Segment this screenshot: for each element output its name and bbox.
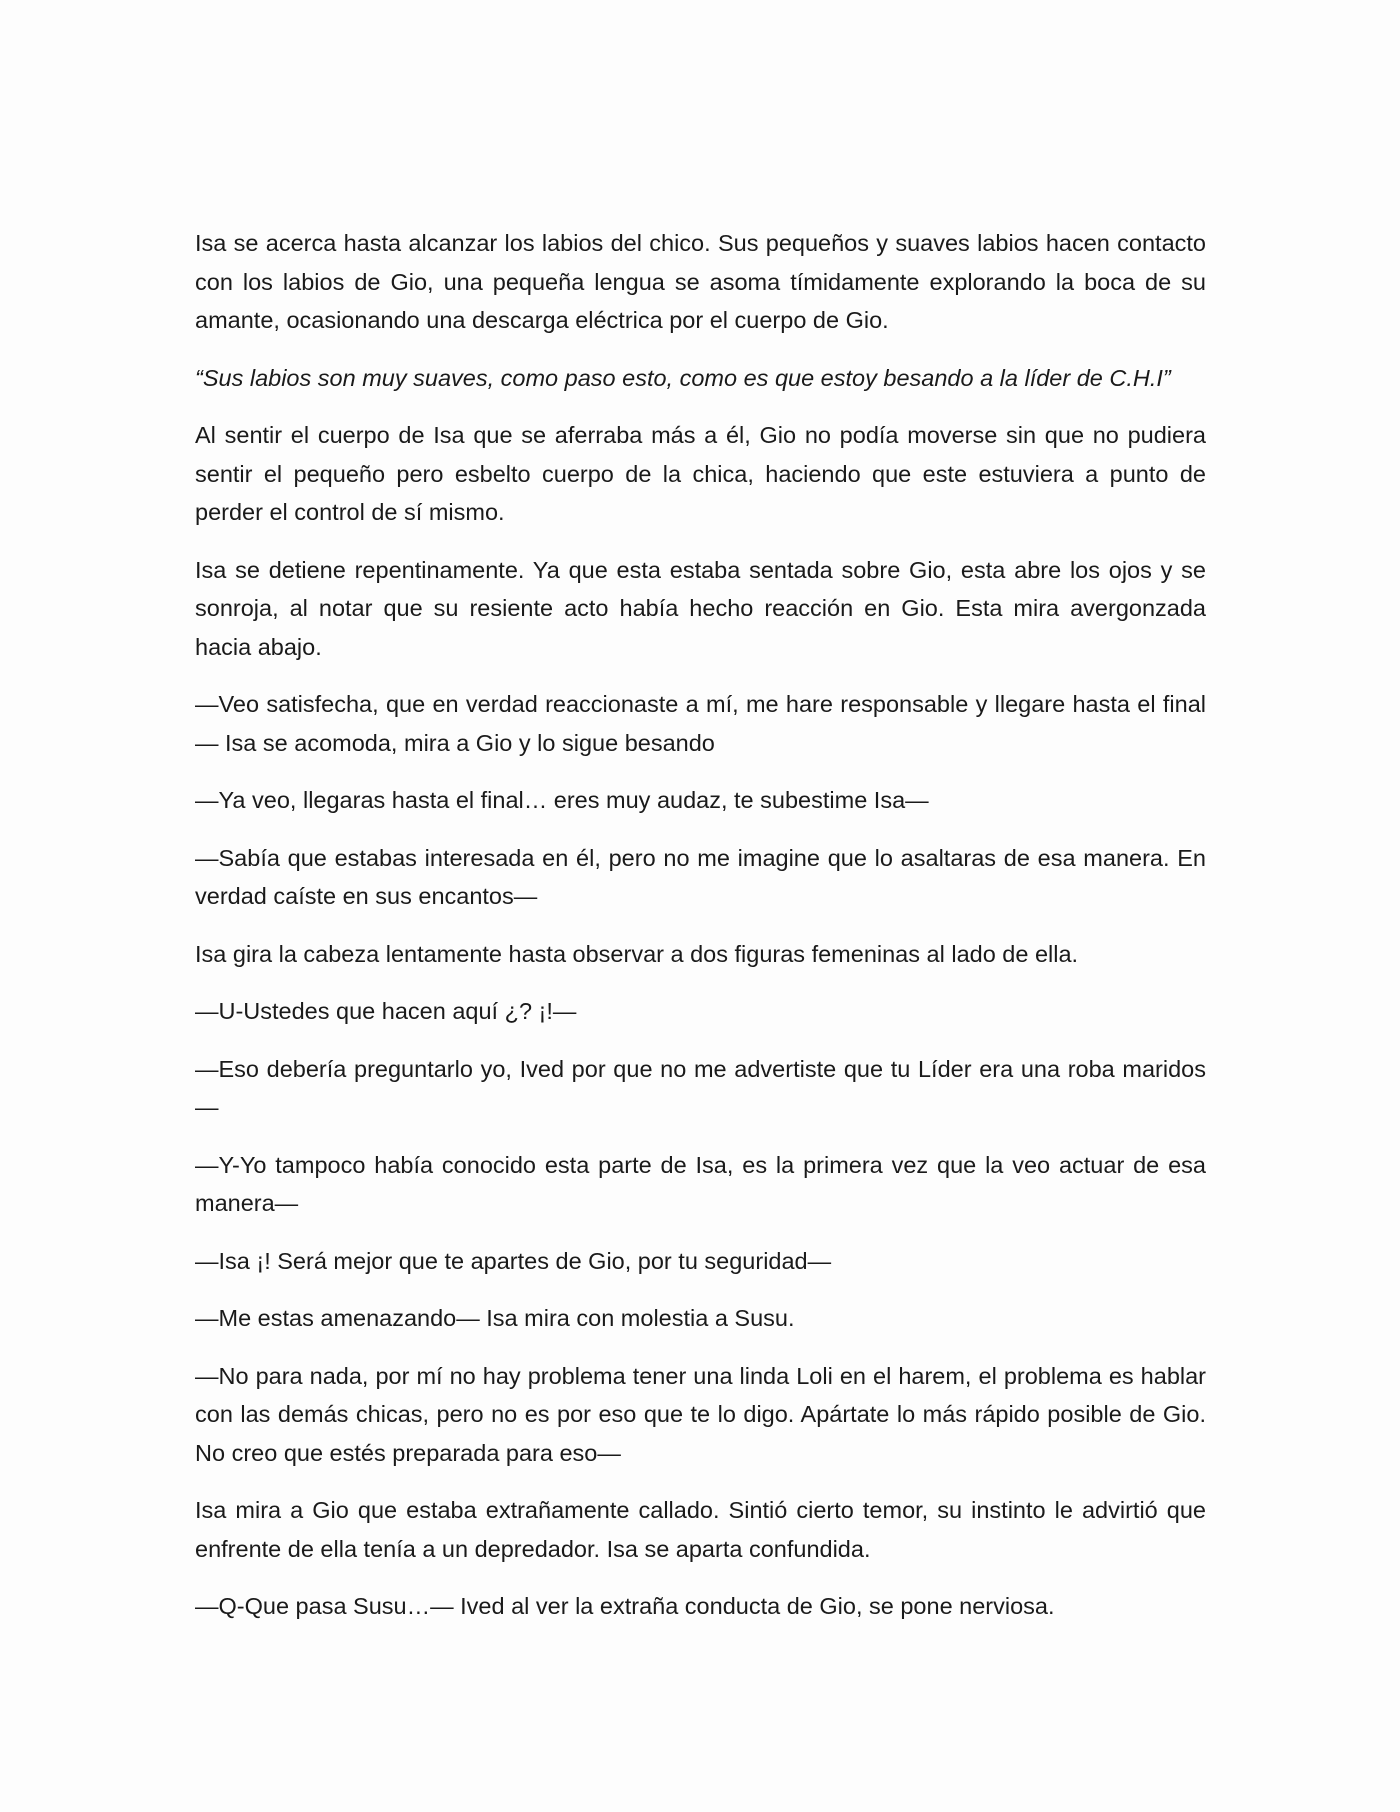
paragraph-3: Al sentir el cuerpo de Isa que se aferraba más a él, Gio no podía moverse sin que no pudiera sentir el pequeño pero esbelto cuerpo de la chica, haciendo que este estuviera a punto de perder el control de sí mismo.	[195, 422, 1206, 525]
body-text	[195, 224, 1206, 1645]
paragraph-7-dialogue: —Sabía que estabas interesada en él, pero no me imagine que lo asaltaras de esa manera. En verdad caíste en sus encantos—	[195, 844, 1206, 909]
paragraph-5-dialogue: —Veo satisfecha, que en verdad reaccionaste a mí, me hare responsable y llegare hasta el final— Isa se acomoda, mira a Gio y lo sigue besando	[195, 691, 1206, 756]
paragraph-15: Isa mira a Gio que estaba extrañamente callado. Sintió cierto temor, su instinto le advirtió que enfrente de ella tenía a un depredador. Isa se aparta confundida.	[195, 1497, 1206, 1562]
paragraph-2-thought: “Sus labios son muy suaves, como paso esto, como es que estoy besando a la líder de C.H.I”	[195, 364, 1171, 391]
paragraph-13-dialogue: —Me estas amenazando— Isa mira con molestia a Susu.	[195, 1305, 795, 1331]
paragraph-11-dialogue: —Y-Yo tampoco había conocido esta parte de Isa, es la primera vez que la veo actuar de esa manera—	[195, 1151, 1206, 1216]
paragraph-12-dialogue: —Isa ¡! Será mejor que te apartes de Gio, por tu seguridad—	[195, 1247, 832, 1274]
paragraph-10-dialogue: —Eso debería preguntarlo yo, Ived por que no me advertiste que tu Líder era una roba maridos—	[195, 1055, 1206, 1120]
paragraph-4: Isa se detiene repentinamente. Ya que esta estaba sentada sobre Gio, esta abre los ojos y se sonroja, al notar que su resiente acto había hecho reacción en Gio. Esta mira avergonzada hacia abajo.	[195, 556, 1206, 660]
paragraph-14-dialogue: —No para nada, por mí no hay problema tener una linda Loli en el harem, el problema es hablar con las demás chicas, pero no es por eso que te lo digo. Apártate lo más rápido posible de Gio. No creo que estés preparada para eso—	[195, 1362, 1206, 1466]
paragraph-6-dialogue: —Ya veo, llegaras hasta el final… eres muy audaz, te subestime Isa—	[195, 787, 929, 813]
paragraph-16-dialogue: —Q-Que pasa Susu…— Ived al ver la extraña conducta de Gio, se pone nerviosa.	[195, 1593, 1055, 1619]
paragraph-8: Isa gira la cabeza lentamente hasta observar a dos figuras femeninas al lado de ella.	[195, 940, 1079, 967]
paragraph-1: Isa se acerca hasta alcanzar los labios del chico. Sus pequeños y suaves labios hacen contacto con los labios de Gio, una pequeña lengua se asoma tímidamente explorando la boca de su amante, ocasionando una descarga eléctrica por el cuerpo de Gio.	[195, 230, 1206, 333]
paragraph-9-dialogue: —U-Ustedes que hacen aquí ¿? ¡!—	[195, 998, 577, 1024]
